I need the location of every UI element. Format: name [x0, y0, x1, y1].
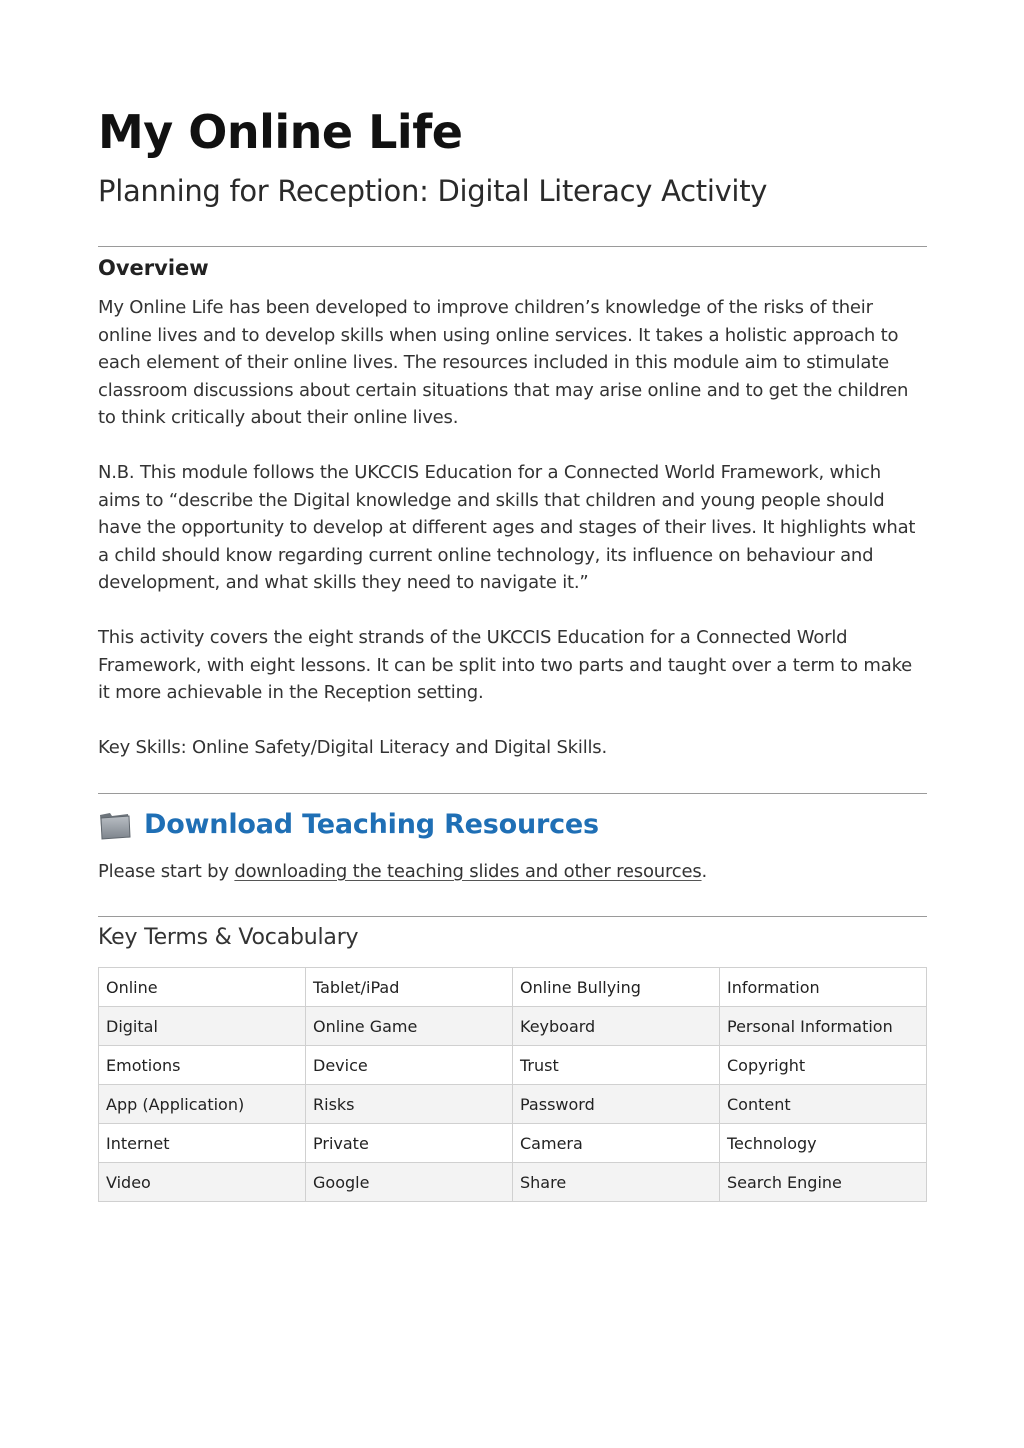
- table-row: [99, 968, 927, 1007]
- table-cell: App (Application): [99, 1085, 306, 1124]
- table-cell: Share: [513, 1163, 720, 1202]
- table-row: [99, 1163, 927, 1202]
- overview-paragraph-3: This activity covers the eight strands of the UKCCIS Education for a Connected World Framework, with eight lessons. It can be split into two parts and taught over a term to make it more achievable in the Reception setting.: [98, 627, 913, 703]
- table-cell: Trust: [513, 1046, 720, 1085]
- divider: [98, 246, 927, 247]
- table-cell: Emotions: [99, 1046, 306, 1085]
- divider: [98, 916, 927, 917]
- page-subtitle: Planning for Reception: Digital Literacy Activity: [98, 174, 768, 208]
- table-row: [99, 1085, 927, 1124]
- table-cell: Online Game: [306, 1007, 513, 1046]
- key-skills-paragraph: Key Skills: Online Safety/Digital Literacy and Digital Skills.: [98, 737, 607, 758]
- overview-paragraph-2: N.B. This module follows the UKCCIS Education for a Connected World Framework, which aims to “describe the Digital knowledge and skills that children and young people should have the opportunity to develop at different ages and stages of their lives. It highlights what a child should know regarding current online technology, its influence on behaviour and development, and what skills they need to navigate it.”: [98, 462, 916, 593]
- download-text-before: Please start by: [98, 861, 235, 882]
- table-cell: Password: [513, 1085, 720, 1124]
- table-cell: Video: [99, 1163, 306, 1202]
- divider: [98, 793, 927, 794]
- table-row: [99, 1124, 927, 1163]
- table-cell: Personal Information: [720, 1007, 927, 1046]
- folder-icon: [98, 810, 132, 840]
- table-row: [99, 1007, 927, 1046]
- table-cell: Online Bullying: [513, 968, 720, 1007]
- download-instruction: [98, 858, 707, 885]
- table-row: [99, 1046, 927, 1085]
- download-heading: [98, 806, 599, 844]
- page-title: My Online Life: [98, 105, 463, 159]
- table-cell: Copyright: [720, 1046, 927, 1085]
- table-cell: Digital: [99, 1007, 306, 1046]
- vocabulary-table: [98, 967, 927, 1202]
- overview-heading: Overview: [98, 256, 209, 280]
- download-text-after: .: [701, 861, 708, 882]
- table-cell: Risks: [306, 1085, 513, 1124]
- table-cell: Information: [720, 968, 927, 1007]
- table-cell: Device: [306, 1046, 513, 1085]
- table-cell: Tablet/iPad: [306, 968, 513, 1007]
- table-cell: Camera: [513, 1124, 720, 1163]
- download-resources-link[interactable]: downloading the teaching slides and other resources: [234, 861, 702, 882]
- download-title: Download Teaching Resources: [144, 809, 599, 840]
- table-cell: Technology: [720, 1124, 927, 1163]
- overview-paragraph-1: My Online Life has been developed to improve children’s knowledge of the risks of their online lives and to develop skills when using online services. It takes a holistic approach to each element of their online lives. The resources included in this module aim to stimulate classroom discussions about certain situations that may arise online and to get the children to think critically about their online lives.: [98, 297, 909, 428]
- table-cell: Search Engine: [720, 1163, 927, 1202]
- vocabulary-heading: Key Terms & Vocabulary: [98, 925, 359, 950]
- table-cell: Online: [99, 968, 306, 1007]
- table-cell: Private: [306, 1124, 513, 1163]
- table-cell: Google: [306, 1163, 513, 1202]
- table-cell: Content: [720, 1085, 927, 1124]
- table-cell: Keyboard: [513, 1007, 720, 1046]
- table-cell: Internet: [99, 1124, 306, 1163]
